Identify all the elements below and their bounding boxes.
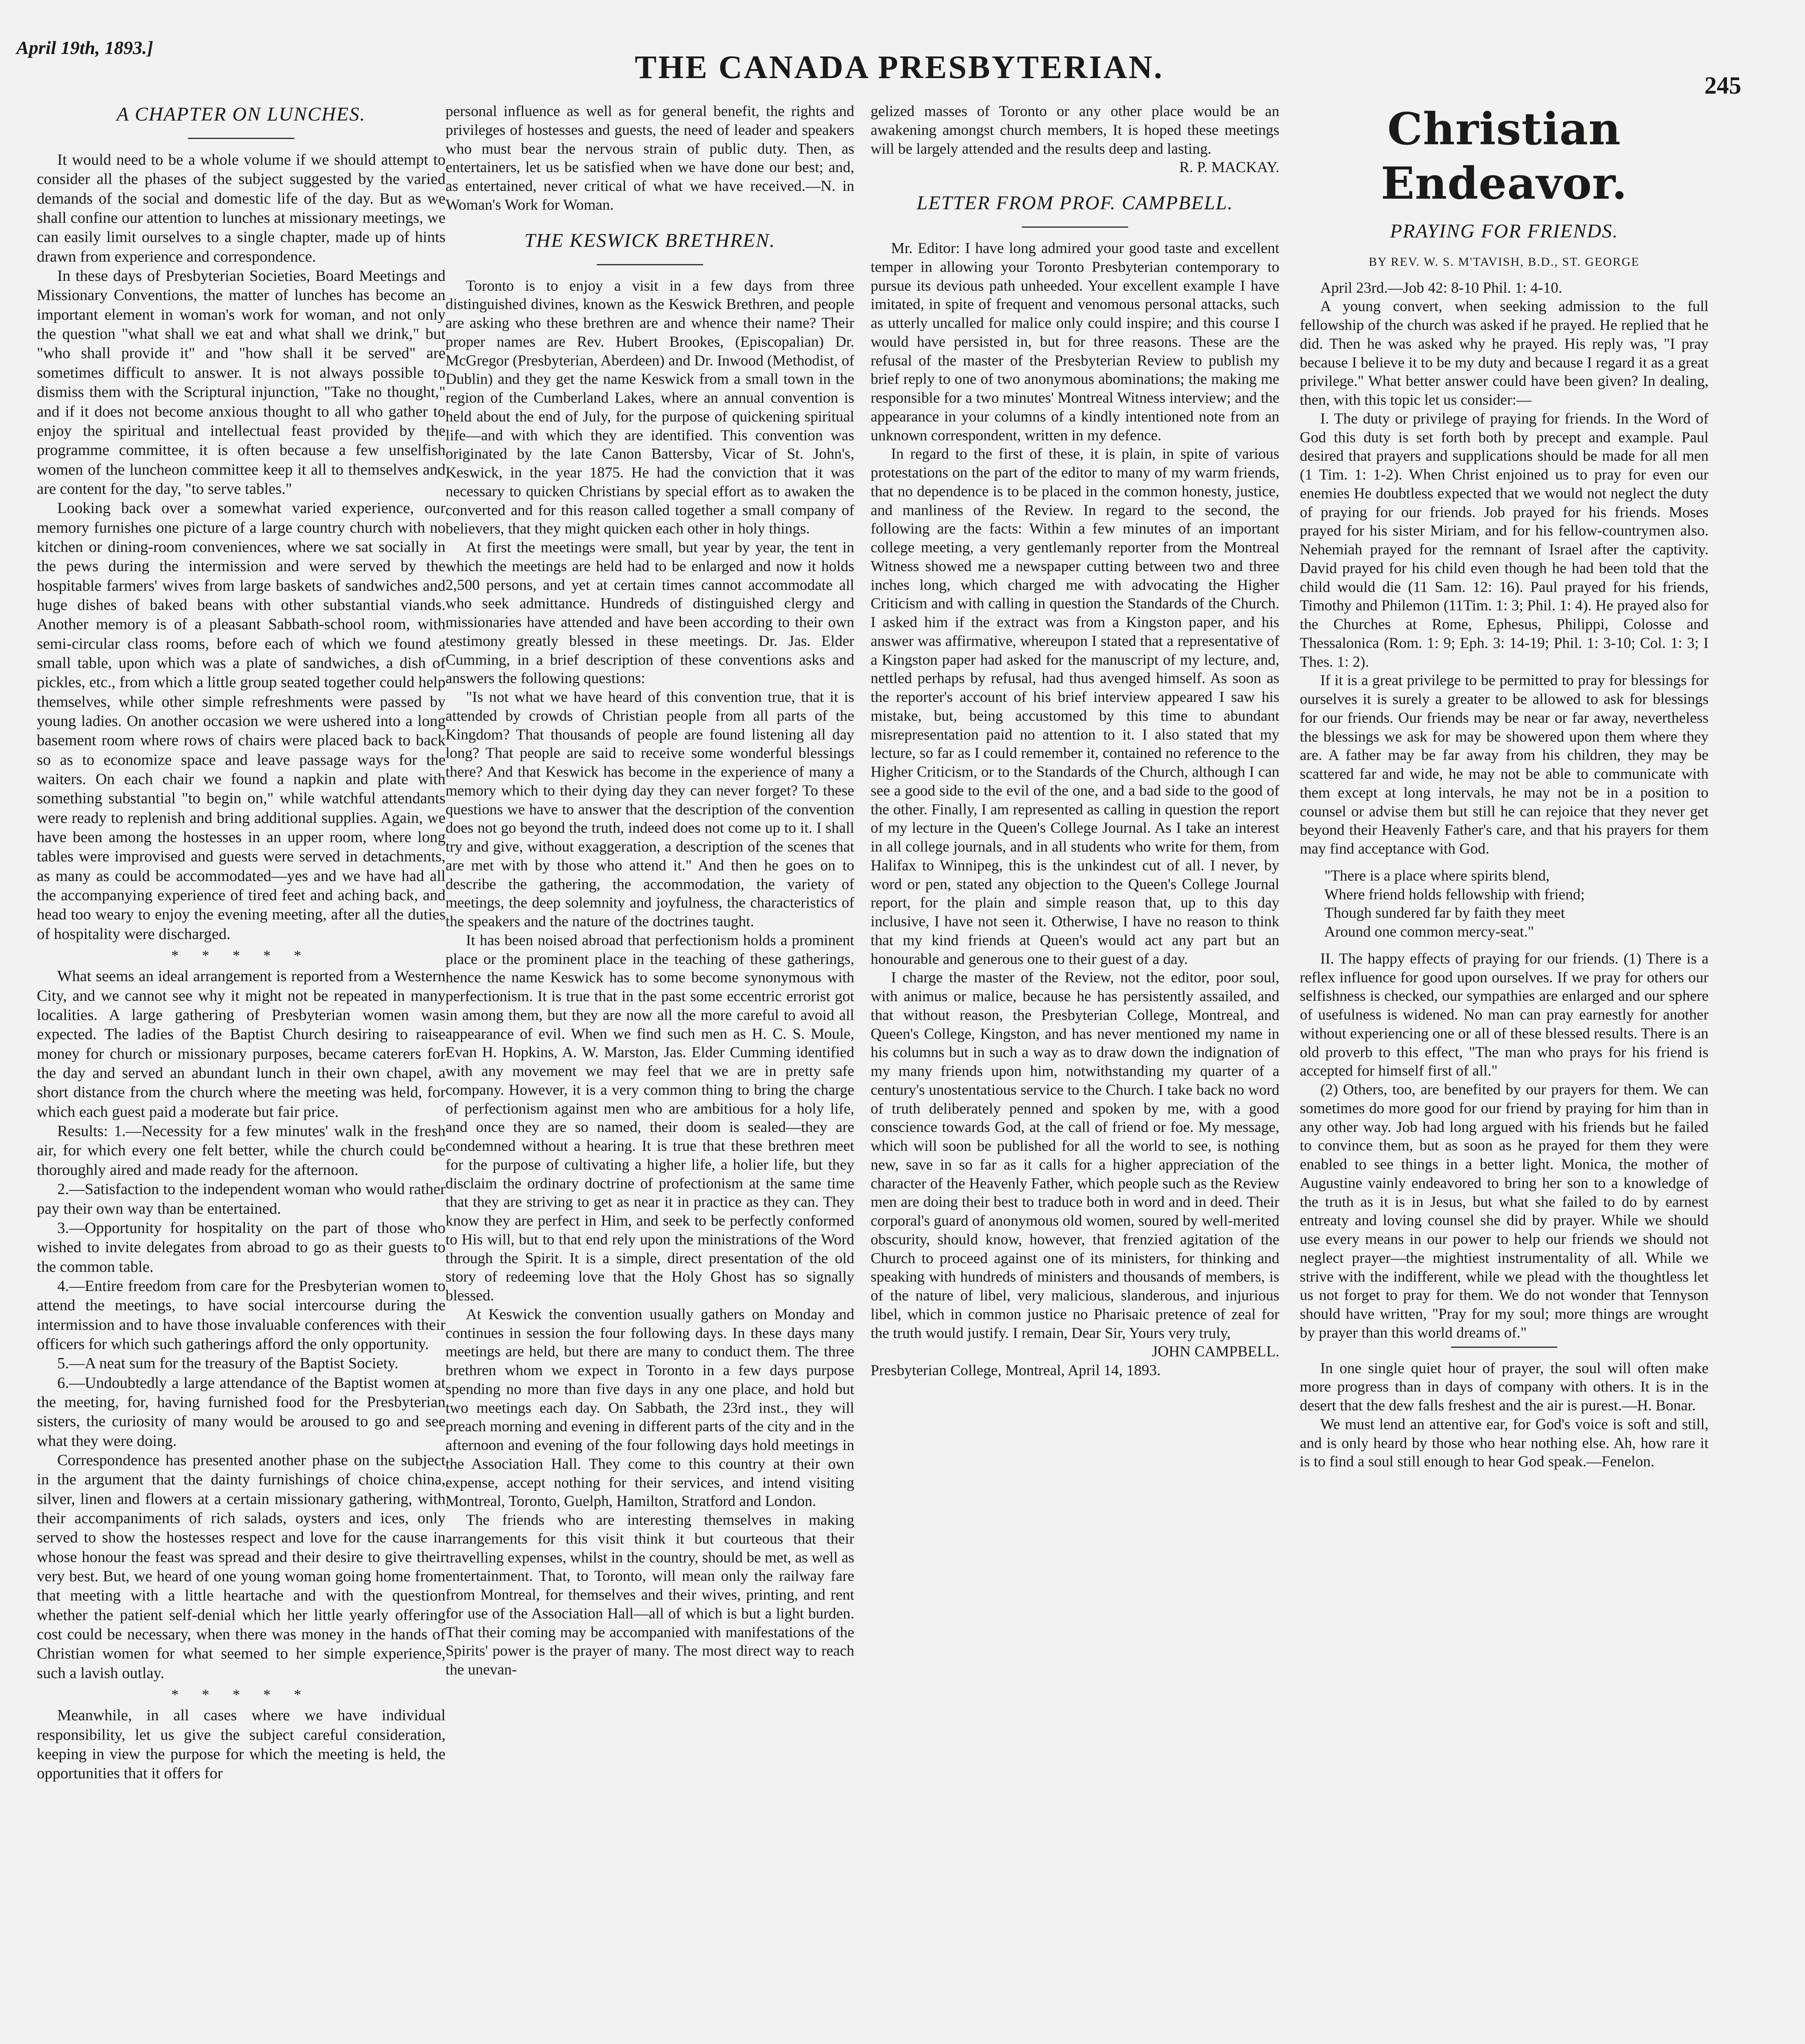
paragraph: 5.—A neat sum for the treasury of the Baptist Society.	[57, 1355, 399, 1372]
column-2	[446, 102, 854, 2044]
paragraph: 2.—Satisfaction to the independent woman who would rather pay their own way than be entertained.	[37, 1181, 446, 1217]
paragraph: Correspondence has presented another phase on the subject in the argument that the dainty furnishings of choice china, silver, linen and flowers at a certain missionary gathering, with their accompaniments of rich salads, oysters and ices, only served to show the hostesses respect and love for the cause in whose honour the feast was spread and their desire to give their very best. But, we heard of one young woman going home from that meeting with a little heartache and with the question whether the patient self-denial which her little yearly offering cost could be necessary, when there was money in the hands of Christian women for what seemed to her simple experience, such a lavish outlay.	[37, 1451, 446, 1682]
verse-line: Where friend holds fellowship with friend;	[1324, 886, 1585, 903]
paragraph: In regard to the first of these, it is plain, in spite of various protestations on the part of the editor to many of my warm friends, that no dependence is to be placed in the common honesty, justice, and manliness of the Review. In regard to the second, the following are the facts: Within a few minutes of an important college meeting, a very gentlemanly reporter from the Montreal Witness showed me a newspaper cutting between two and three inches long, which charged me with advocating the Higher Criticism and with calling in question the Standards of the Church. I asked him if the extract was from a Kingston paper, and his answer was affirmative, whereupon I stated that a representative of a Kingston paper had asked for the manuscript of my lecture, and, nettled perhaps by refusal, had thus avenged himself. As soon as the reporter's account of his brief interview appeared I saw his mistake, but, being accustomed by this time to abundant misrepresentation paid no attention to it. I also stated that my lecture, so far as I could remember it, contained no reference to the Higher Criticism, or to the Standards of the Church, although I can see a good side to the evil of the one, and a bad side to the good of the other. Finally, I am represented as calling in question the report of my lecture in the Queen's College Journal. As I take an interest in all college journals, and in all students who write for them, from Halifax to Winnipeg, this is the unkindest cut of all. I never, by word or pen, stated any objection to the Queen's College Journal report, for the plain and simple reason that, up to this day inclusive, I have not seen it. Otherwise, I have no reason to think that my kind friends at Queen's would act any part but an honourable and generous one to their guest of a day.	[871, 446, 1279, 968]
paragraph: 3.—Opportunity for hospitality on the part of those who wished to invite delegates from abroad to go as their guests to the common table.	[37, 1219, 446, 1275]
paragraph: "Is not what we have heard of this convention true, that it is attended by crowds of Christian people from all parts of the Kingdom? That thousands of people are found listening all day long? That people are said to receive some wonderful blessings there? And that Keswick has become in the experience of many a memory which to their dying day they can never forget? To these questions we have to answer that the description of the convention does not go beyond the truth, indeed does not come up to it. I shall try and give, without exaggeration, a description of the scenes that are met with by those who attend it." And then he goes on to describe the gathering, the accommodation, the variety of meetings, the deep solemnity and joyfulness, the characteristics of the speakers and the nature of the doctrines taught.	[446, 689, 854, 930]
signature: JOHN CAMPBELL.	[1152, 1343, 1279, 1360]
paragraph: It has been noised abroad that perfectionism holds a prominent place or the prominent place in the teaching of these gatherings, hence the name Keswick has to some become synonymous with perfectionism. It is true that in the past some eccentric errorist got in among them, but they are now all the more careful to avoid all appearance of evil. When we find such men as H. C. S. Moule, Evan H. Hopkins, A. W. Marston, Jas. Elder Cumming identified with any movement we may feel that we are in pretty safe company. However, it is a very common thing to bring the charge of perfectionism against men who are ambitious for a holy life, and once they are so named, their doom is sealed—they are condemned without a hearing. It is true that these brethren meet for the purpose of cultivating a higher life, a holier life, but they disclaim the ordinary doctrine of profectionism at the same time that they are striving to get as near it in practice as they can. They know they are perfect in Him, and seek to be perfectly conformed to His will, but to that end rely upon the ministrations of the Word through the Spirit. It is a simple, direct presentation of the old story of redeeming love that the Holy Ghost has so signally blessed.	[446, 932, 854, 1304]
title-rule	[1022, 226, 1128, 228]
paragraph: gelized masses of Toronto or any other place would be an awakening amongst church members, It is hoped these meetings will be largely attended and the results deep and lasting.	[871, 103, 1279, 157]
title-rule	[597, 264, 703, 265]
paragraph: II. The happy effects of praying for our friends. (1) There is a reflex influence for good upon ourselves. If we pray for others our selfishness is checked, our sympathies are enlarged and our sphere of usefulness is widened. No man can pray earnestly for another without experiencing one or all of these blessed results. There is an old proverb to this effect, "The man who prays for his friend is accepted for himself first of all."	[1300, 950, 1709, 1080]
paragraph: It would need to be a whole volume if we should attempt to consider all the phases of the subject suggested by the varied demands of the social and domestic life of the day. But as we shall confine our attention to lunches at missionary meetings, we can easily limit ourselves to a single chapter, made up of hints drawn from experience and correspondence.	[37, 151, 446, 265]
paragraph: Results: 1.—Necessity for a few minutes' walk in the fresh air, for which every one felt better, while the church could be thoroughly aired and made ready for the afternoon.	[37, 1123, 446, 1179]
signature: R. P. MACKAY.	[1179, 159, 1279, 176]
paragraph: Looking back over a somewhat varied experience, our memory furnishes one picture of a large country church with no kitchen or dining-room conveniences, where we sat socially in the pews during the intermission and were served by the hospitable farmers' wives from large baskets of sandwiches and huge dishes of baked beans with other substantial viands. Another memory is of a pleasant Sabbath-school room, with semi-circular class rooms, before each of which we found a small table, upon which was a plate of sandwiches, a dish of pickles, etc., from which a little group seated together could help themselves, while other simple refreshments were passed by young ladies. On another occasion we were ushered into a long basement room where rows of chairs were placed back to back so as to economize space and leave passage ways for the waiters. On each chair we found a napkin and plate with something substantial "to begin on," while watchful attendants were ready to replenish and bring additional supplies. Again, we have been among the hostesses in an upper room, where long tables were improvised and guests were served in detachments, as many as could be accommodated—yes and we have had all the accompanying experience of tired feet and aching back, and head too weary to enjoy the evening meeting, after all the duties of hospitality were discharged.	[37, 500, 446, 943]
scripture-reference: April 23rd.—Job 42: 8-10 Phil. 1: 4-10.	[1320, 279, 1562, 296]
issue-date: April 19th, 1893.]	[16, 37, 153, 58]
title-rule	[188, 138, 294, 139]
section-rule	[1451, 1347, 1557, 1348]
article-title-praying-for-friends: PRAYING FOR FRIENDS.	[1390, 220, 1619, 242]
article-title-lunches: A CHAPTER ON LUNCHES.	[116, 103, 366, 125]
paragraph: Meanwhile, in all cases where we have individual responsibility, let us give the subject careful consideration, keeping in view the purpose for which the meeting is held, the opportunities that it offers for	[37, 1707, 446, 1782]
dateline: Presbyterian College, Montreal, April 14, 1893.	[871, 1362, 1161, 1379]
column-1	[37, 102, 446, 2044]
paragraph: (2) Others, too, are benefited by our prayers for them. We can sometimes do more good for our friend by praying for him than in any other way. Job had long argued with his friends but he failed to convince them, but as soon as he prayed for them they were enabled to see things in a better light. Monica, the mother of Augustine vainly endeavored to bring her son to a knowledge of the truth as it is in Jesus, but what she failed to do by earnest entreaty and loving counsel she did by prayer. While we should use every means in our power to help our friends we should not neglect prayer—the mightiest instrumentality of all. While we strive with the indifferent, while we plead with the thoughtless let us not forget to pray for them. We do not wonder that Tennyson should have written, "Pray for my soul; more things are wrought by prayer than this world dreams of."	[1300, 1081, 1709, 1341]
paragraph: A young convert, when seeking admission to the full fellowship of the church was asked if he prayed. He replied that he did. Then he was asked why he prayed. His reply was, "I pray because I believe it to be my duty and because I regard it as a great privilege." What better answer could have been given? In dealing, then, with this topic let us consider:—	[1300, 298, 1709, 409]
paragraph: We must lend an attentive ear, for God's voice is soft and still, and is only heard by those who hear nothing else. Ah, how rare it is to find a soul still enough to hear God speak.—Fenelon.	[1300, 1416, 1709, 1470]
paragraph: If it is a great privilege to be permitted to pray for blessings for ourselves it is surely a greater to be allowed to ask for blessings for our friends. Our friends may be near or far away, nevertheless the blessings we ask for may be showered upon them where they are. A father may be far away from his children, they may be scattered far and wide, he may not be able to communicate with them except at long intervals, he may not be in a position to counsel or advise them but still he can rejoice that they never get beyond their Heavenly Father's care, and that his prayers for them may find acceptance with God.	[1300, 672, 1709, 858]
page-number: 245	[1704, 72, 1741, 99]
column-4	[1300, 102, 1709, 2044]
paragraph: 4.—Entire freedom from care for the Presbyterian women to attend the meetings, to have social intercourse during the intermission and to have those invaluable conferences with their officers for which such gatherings afford the only opportunity.	[37, 1277, 446, 1353]
article-title-keswick: THE KESWICK BRETHREN.	[524, 229, 775, 251]
section-break: * * * * *	[171, 1686, 311, 1703]
paragraph: At Keswick the convention usually gathers on Monday and continues in session the four following days. In these days many meetings are held, but there are many to conduct them. The three brethren whom we expect in Toronto in a few days purpose spending no more than five days in any one place, and hold but two meetings each day. On Sabbath, the 23rd inst., they will preach morning and evening in different parts of the city and in the afternoon and evening of the four following days hold meetings in the Association Hall. They come to this country at their own expense, accept nothing for their services, and intend visiting Montreal, Toronto, Guelph, Hamilton, Stratford and London.	[446, 1306, 854, 1510]
byline: BY REV. W. S. M'TAVISH, B.D., ST. GEORGE	[1368, 255, 1640, 269]
paragraph: 6.—Undoubtedly a large attendance of the Baptist women at the meeting, for, having furnished food for the Presbyterian sisters, the curiosity of many would be aroused to go and see what they were doing.	[37, 1374, 446, 1450]
paragraph: What seems an ideal arrangement is reported from a Western City, and we cannot see why it might not be repeated in many localities. A large gathering of Presbyterian women was expected. The ladies of the Baptist Church desiring to raise money for church or missionary purposes, became caterers for the day and served an abundant lunch in their own chapel, a short distance from the church where the meeting was held, for which each guest paid a moderate but fair price.	[37, 968, 446, 1121]
verse-line: "There is a place where spirits blend,	[1324, 867, 1550, 884]
verse	[1324, 867, 1709, 941]
masthead-title: THE CANADA PRESBYTERIAN.	[635, 49, 1164, 85]
article-title-campbell-letter: LETTER FROM PROF. CAMPBELL.	[916, 192, 1234, 214]
paragraph: I. The duty or privilege of praying for friends. In the Word of God this duty is set forth both by precept and example. Paul desired that prayers and supplications should be made for all men (1 Tim. 1: 1-2). When Christ enjoined us to pray for even our enemies He doubtless expected that we would not neglect the duty of praying for our friends. Job prayed for his friends. Moses prayed for his sister Miriam, and for his fellow-countrymen also. Nehemiah prayed for the remnant of Israel after the captivity. David prayed for his child even though he had been told that the child would die (11 Sam. 12: 16). Paul prayed for his friends, Timothy and Philemon (11Tim. 1: 3; Phil. 1: 4). He prayed also for the Churches at Rome, Ephesus, Philippi, Colosse and Thessalonica (Rom. 1: 9; Eph. 3: 14-19; Phil. 1: 3-10; Col. 1: 3; I Thes. 1: 2).	[1300, 410, 1709, 670]
paragraph: In these days of Presbyterian Societies, Board Meetings and Missionary Conventions, the matter of lunches has become an important element in woman's work for woman, and not only the question "what shall we eat and what shall we drink," but "who shall provide it" and "how shall it be served" are sometimes difficult to answer. It is not always possible to dismiss them with the Scriptural injunction, "Take no thought," and if it does not become anxious thought to all who gather to enjoy the spiritual and intellectual feast provided by the programme committee, it is often because a few unselfish women of the luncheon committee keep it all to themselves and are content for the day, "to serve tables."	[37, 267, 446, 498]
paragraph: Toronto is to enjoy a visit in a few days from three distinguished divines, known as the Keswick Brethren, and people are asking who these brethren are and whence their name? Their proper names are Rev. Hubert Brookes, (Episcopalian) Dr. McGregor (Presbyterian, Aberdeen) and Dr. Inwood (Methodist, of Dublin) and they get the name Keswick from a small town in the region of the Cumberland Lakes, where an annual convention is held about the end of July, for the purpose of quickening spiritual life—and with which they are identified. This convention was originated by the late Canon Battersby, Vicar of St. John's, Keswick, in the year 1875. He had the conviction that it was necessary to quicken Christians by special effort as to awaken the converted and for this reason called together a small company of believers, that they might quicken each other in holy things.	[446, 277, 854, 538]
paragraph: Mr. Editor: I have long admired your good taste and excellent temper in allowing your Toronto Presbyterian contemporary to pursue its devious path unheeded. Your excellent example I have imitated, in spite of frequent and venomous personal attacks, such as utterly uncalled for malice only could inspire; and this course I would have persisted in, but for three reasons. These are the refusal of the master of the Presbyterian Review to publish my brief reply to one of two anonymous abominations; the making me responsible for a two minutes' Montreal Witness interview; and the appearance in your columns of a kindly intentioned note from an unknown correspondent, written in my defence.	[871, 240, 1279, 444]
column-3	[871, 102, 1279, 2044]
section-break: * * * * *	[171, 947, 311, 964]
section-title-christian-endeavor: Christian Endeavor.	[1381, 103, 1628, 209]
paragraph: At first the meetings were small, but year by year, the tent in which the meetings are held had to be enlarged and now it holds 2,500 persons, and yet at certain times cannot accommodate all who seek admittance. Hundreds of distinguished clergy and missionaries have attended and have been according to their own testimony greatly blessed in these meetings. Dr. Jas. Elder Cumming, in a brief description of these conventions asks and answers the following questions:	[446, 539, 854, 687]
verse-line: Though sundered far by faith they meet	[1324, 905, 1565, 922]
paragraph: personal influence as well as for general benefit, the rights and privileges of hostesses and guests, the need of leader and speakers who must bear the nervous strain of public duty. Then, as entertainers, let us be satisfied when we have done our best; and, as entertained, never critical of what we have received.—N. in Woman's Work for Woman.	[446, 103, 854, 213]
paragraph: I charge the master of the Review, not the editor, poor soul, with animus or malice, because he has persistently assailed, and that without reason, the Presbyterian College, Montreal, and Queen's College, Kingston, and has never mentioned my name in his columns but in such a way as to draw down the indignation of my many friends upon him, notwithstanding my quarter of a century's unostentatious service to the Church. I take back no word of truth deliberately penned and spoken by me, with a good conscience towards God, at the call of friend or foe. My message, which will soon be published for all the world to see, is nothing new, save in so far as it calls for a higher appreciation of the character of the Heavenly Father, which people such as the Review men are doing their best to traduce both in word and in deed. Their corporal's guard of anonymous old women, soured by well-merited obscurity, should know, however, that frenzied agitation of the Church to proceed against one of its ministers, for thinking and speaking with hundreds of ministers and thousands of members, is of the nature of libel, very malicious, slanderous, and injurious libel, which in common justice no Pharisaic pretence of zeal for the truth would justify. I remain, Dear Sir, Yours very truly,	[871, 969, 1279, 1342]
verse-line: Around one common mercy-seat."	[1324, 923, 1534, 941]
paragraph: In one single quiet hour of prayer, the soul will often make more progress than in days of company with others. It is in the desert that the dew falls freshest and the air is purest.—H. Bonar.	[1300, 1360, 1709, 1414]
paragraph: The friends who are interesting themselves in making arrangements for this visit think it but courteous that their travelling expenses, whilst in the country, should be met, as well as entertainment. That, to Toronto, will mean only the railway fare from Montreal, for themselves and their wives, printing, and rent for use of the Association Hall—all of which is but a light burden. That their coming may be accompanied with manifestations of the Spirits' power is the prayer of many. The most direct way to reach the unevan-	[446, 1512, 854, 1679]
